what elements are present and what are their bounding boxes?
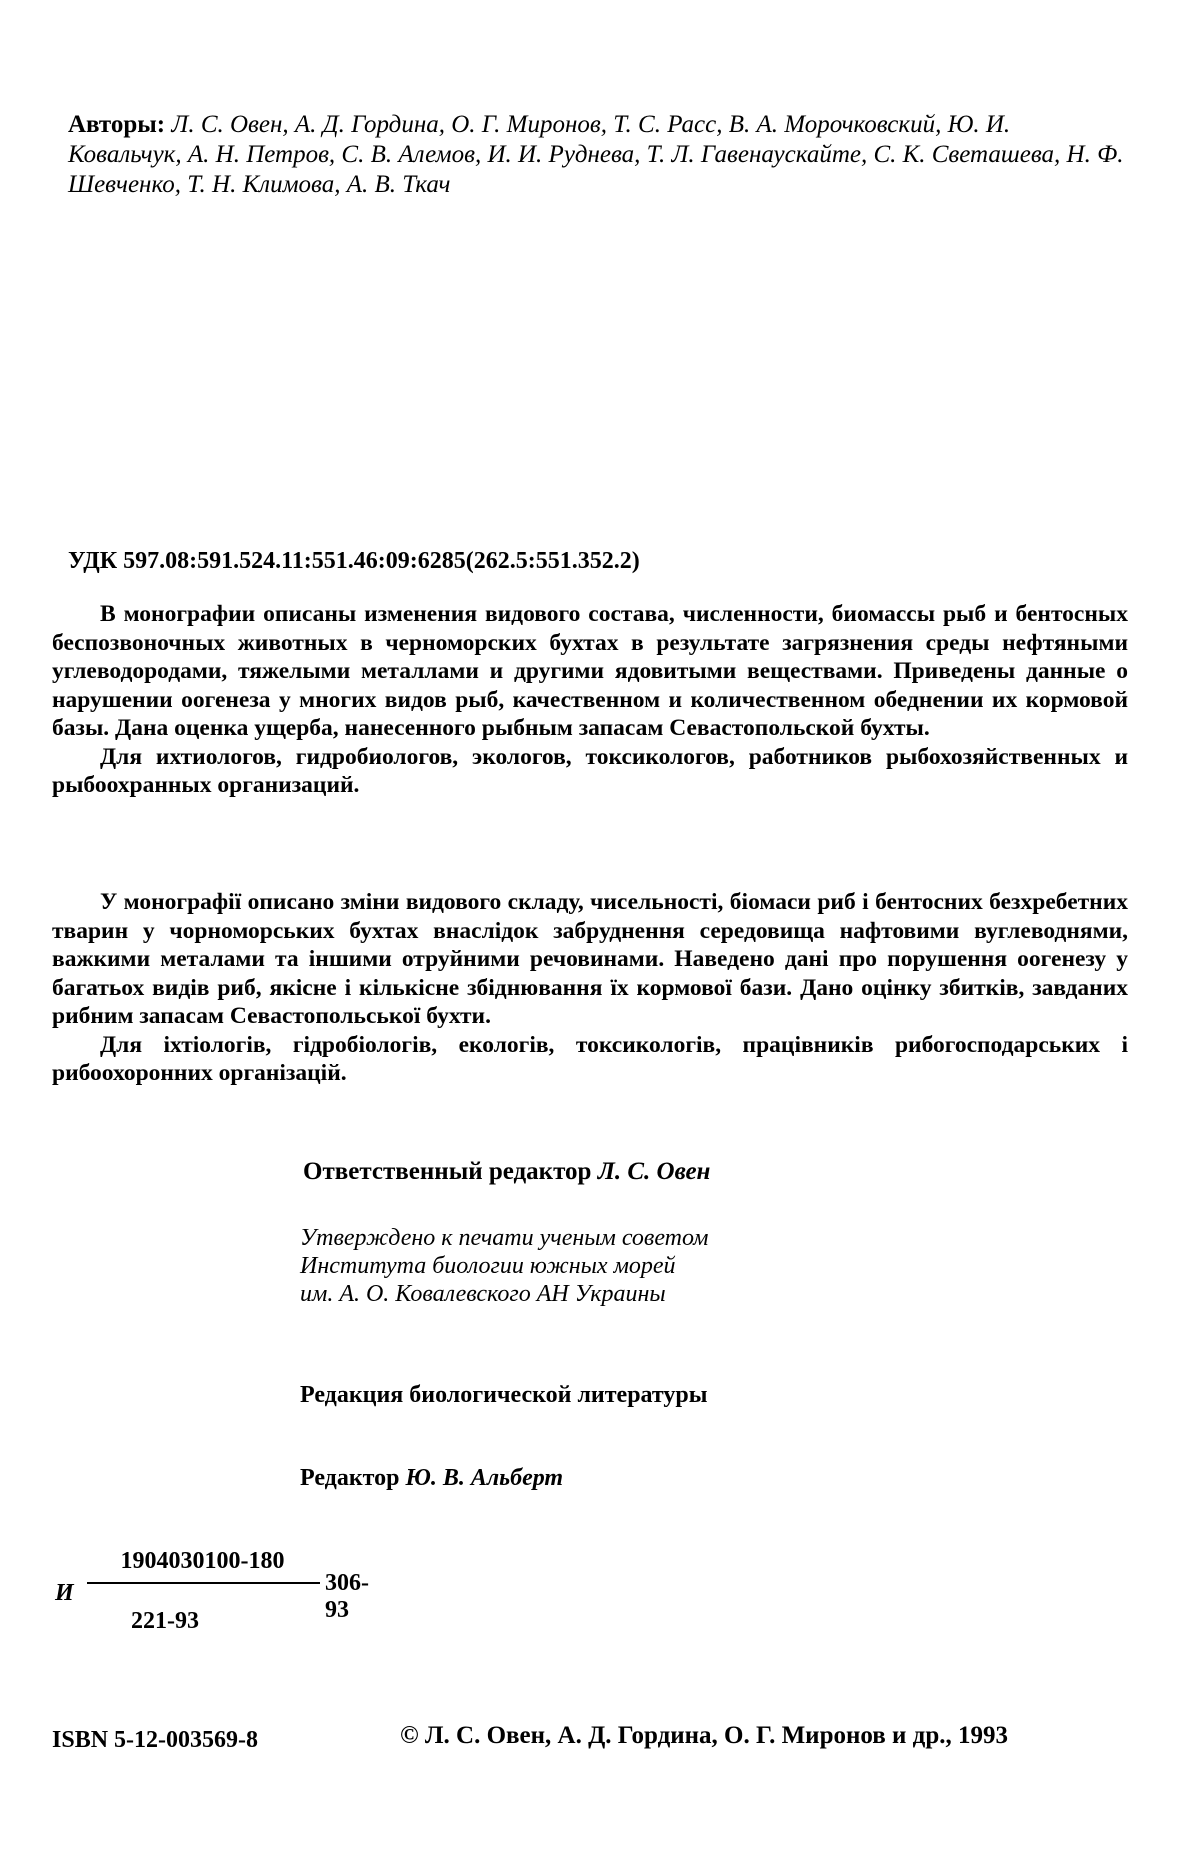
- responsible-editor-name: Л. С. Овен: [598, 1158, 711, 1185]
- index-denominator: 221-93: [85, 1608, 245, 1635]
- publication-index-code: [55, 1548, 385, 1648]
- approval-line: им. А. О. Ковалевского АН Украины: [300, 1280, 708, 1308]
- editor: [300, 1465, 563, 1492]
- abstract-russian: [52, 600, 1128, 800]
- index-numerator: 1904030100-180: [85, 1548, 320, 1575]
- authors-block: [68, 110, 1128, 200]
- audience-russian-paragraph: Для ихтиологов, гидробиологов, экологов, токсикологов, работников рыбохозяйственных и рыбоохранных организаций.: [52, 743, 1128, 800]
- udk-code: УДК 597.08:591.524.11:551.46:09:6285(262.5:551.352.2): [68, 548, 640, 575]
- copyright-notice: © Л. С. Овен, А. Д. Гордина, О. Г. Миронов и др., 1993: [400, 1722, 1008, 1750]
- book-imprint-page: [0, 0, 1200, 1855]
- index-letter: И: [55, 1580, 74, 1607]
- responsible-editor: [303, 1158, 710, 1186]
- authors-names: Л. С. Овен, А. Д. Гордина, О. Г. Миронов, Т. С. Расс, В. А. Морочковский, Ю. И. Ковальчук, А. Н. Петров, С. В. Алемов, И. И. Руднева, Т. Л. Гавенаускайте, С. К. Светашева, Н. Ф. Шевченко, Т. Н. Климова, А. В. Ткач: [68, 111, 1123, 198]
- authors-label: Авторы:: [68, 111, 165, 138]
- isbn: ISBN 5-12-003569-8: [52, 1727, 258, 1754]
- approval-line: Утверждено к печати ученым советом: [300, 1224, 708, 1252]
- index-order-number: 306-93: [325, 1570, 385, 1624]
- responsible-editor-label: Ответственный редактор: [303, 1158, 591, 1185]
- editor-label: Редактор: [300, 1465, 399, 1491]
- editor-name: Ю. В. Альберт: [405, 1465, 563, 1491]
- audience-ukrainian-paragraph: Для іхтіологів, гідробіологів, екологів, токсикологів, працівників рибогосподарських і рибоохоронних організацій.: [52, 1031, 1128, 1088]
- abstract-ukrainian-paragraph: У монографії описано зміни видового складу, чисельності, біомаси риб і бентосних безхребетних тварин у чорноморських бухтах внаслідок забруднення середовища нафтовими вуглеводнями, важкими металами та іншими отруйними речовинами. Наведено дані про порушення оогенезу у багатьох видів риб, якісне і кількісне збіднювання їх кормової бази. Дано оцінку збитків, завданих рибним запасам Севастопольської бухти.: [52, 888, 1128, 1031]
- abstract-russian-paragraph: В монографии описаны изменения видового состава, численности, биомассы рыб и бентосных беспозвоночных животных в черноморских бухтах в результате загрязнения среды нефтяными углеводородами, тяжелыми металлами и другими ядовитыми веществами. Приведены данные о нарушении оогенеза у многих видов рыб, качественном и количественном обеднении их кормовой базы. Дана оценка ущерба, нанесенного рыбным запасам Севастопольской бухты.: [52, 600, 1128, 743]
- abstract-ukrainian: [52, 888, 1128, 1088]
- approval-line: Института биологии южных морей: [300, 1252, 708, 1280]
- fraction-divider: [87, 1582, 320, 1584]
- approval-statement: [300, 1224, 708, 1308]
- editorial-department: Редакция биологической литературы: [300, 1382, 707, 1409]
